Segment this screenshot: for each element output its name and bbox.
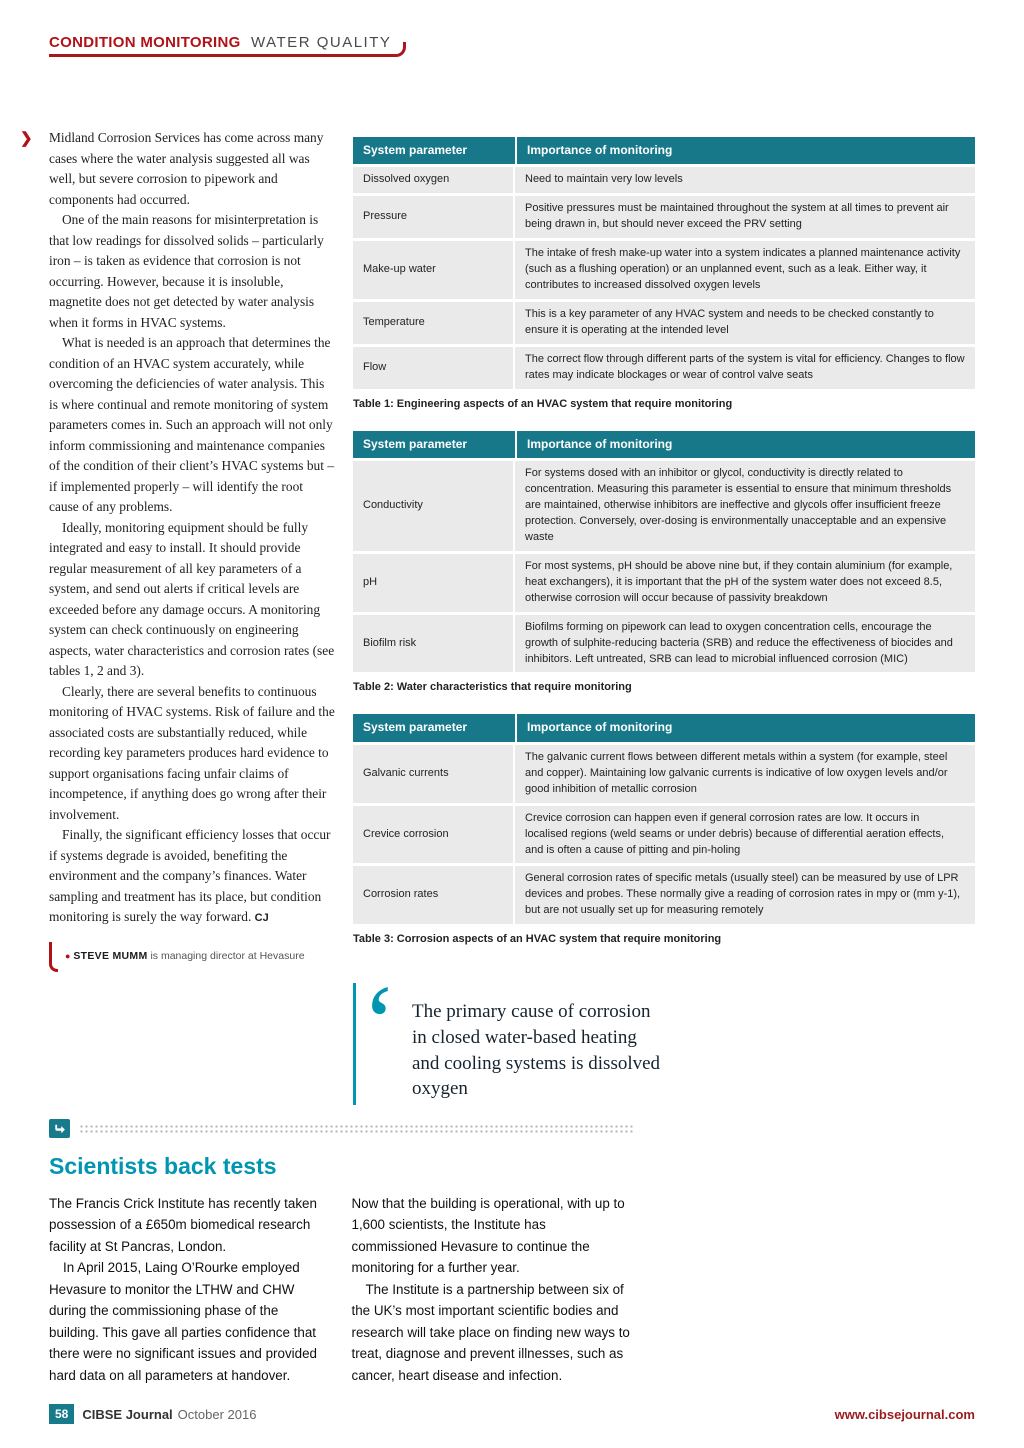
- table-row: [353, 803, 975, 864]
- table-row: [353, 344, 975, 389]
- byline-accent-bar: [49, 942, 58, 972]
- tables-column: [353, 137, 975, 966]
- byline-author-name: STEVE MUMM: [73, 950, 148, 963]
- section-arrow-icon: [49, 1119, 70, 1138]
- table-row: [353, 299, 975, 344]
- table-row: [353, 238, 975, 299]
- importance-cell: Need to maintain very low levels: [515, 164, 975, 193]
- table-header-importance: Importance of monitoring: [515, 431, 975, 458]
- parameter-cell: Pressure: [353, 193, 515, 238]
- importance-cell: The galvanic current flows between different metals within a system (for example, steel and copper). Maintaining low galvanic currents is indicative of low oxygen levels and/or good inhibition of metallic corrosion: [515, 742, 975, 803]
- author-byline: [49, 942, 335, 972]
- article-paragraph: [49, 825, 335, 928]
- table-row: [353, 164, 975, 193]
- importance-cell: For most systems, pH should be above nine but, if they contain aluminium (for example, heat exchangers), it is important that the pH of the system water does not exceed 8.5, otherwise corrosion will occur because of passivity breakdown: [515, 551, 975, 612]
- table-header-importance: Importance of monitoring: [515, 137, 975, 164]
- feature-paragraph: The Institute is a partnership between six of the UK’s most important scientific bodies and research will take place on finding new ways to treat, diagnose and prevent illnesses, such as cancer, heart disease and infection.: [351, 1281, 630, 1383]
- parameter-cell: Flow: [353, 344, 515, 389]
- continuation-chevron-icon: ❯: [20, 130, 33, 147]
- article-paragraph: Midland Corrosion Services has come across many cases where the water analysis suggested all was well, but severe corrosion to pipework and components had occurred.: [49, 130, 324, 207]
- parameter-cell: Make-up water: [353, 238, 515, 299]
- quote-mark-icon: ‘: [362, 963, 397, 1080]
- page-footer: [49, 1404, 975, 1424]
- article-paragraph: Ideally, monitoring equipment should be fully integrated and easy to install. It should provide regular measurement of all key parameters of a system, and send out alerts if critical levels are exceeded before any damage occurs. A monitoring system can check continuously on engineering aspects, water characteristics and corrosion rates (see tables 1, 2 and 3).: [49, 519, 335, 678]
- parameter-cell: Conductivity: [353, 458, 515, 551]
- byline-text: [65, 948, 305, 964]
- byline-author-role: is managing director at Hevasure: [150, 950, 305, 963]
- website-link[interactable]: www.cibsejournal.com: [834, 1406, 975, 1422]
- feature-paragraph: Now that the building is operational, with up to 1,600 scientists, the Institute has commissioned Hevasure to continue the monitoring for a further year.: [351, 1196, 625, 1276]
- parameter-cell: Temperature: [353, 299, 515, 344]
- table-caption: Table 3: Corrosion aspects of an HVAC system that require monitoring: [353, 933, 722, 946]
- article-paragraph: Clearly, there are several benefits to continuous monitoring of HVAC systems. Risk of failure and the associated costs are substantially reduced, while recording key parameters produces hard evidence to support organisations facing unfair claims of incompetence, if anything does go wrong after their involvement.: [49, 683, 335, 822]
- table-header-parameter: System parameter: [353, 714, 515, 741]
- section-title: CONDITION MONITORING: [49, 34, 241, 51]
- section-subtitle: WATER QUALITY: [251, 34, 392, 51]
- feature-paragraph: In April 2015, Laing O’Rourke employed Hevasure to monitor the LTHW and CHW during the commissioning phase of the building. This gave all parties confidence that there were no significant issues and provided hard data on all parameters at handover.: [49, 1260, 317, 1383]
- table-row: [353, 612, 975, 673]
- header-rule: [49, 42, 406, 57]
- importance-cell: The correct flow through different parts of the system is vital for efficiency. Changes to flow rates may indicate blockages or wear of control valve seats: [515, 344, 975, 389]
- parameter-cell: Biofilm risk: [353, 612, 515, 673]
- importance-cell: Biofilms forming on pipework can lead to oxygen concentration cells, encourage the growth of sulphite-reducing bacteria (SRB) and reduce the effectiveness of biocides and inhibitors. Left untreated, SRB can lead to microbial influenced corrosion (MIC): [515, 612, 975, 673]
- table-2-block: [353, 431, 975, 694]
- table-caption: Table 2: Water characteristics that require monitoring: [353, 681, 632, 694]
- parameter-cell: Crevice corrosion: [353, 803, 515, 864]
- table-row: [353, 551, 975, 612]
- table-header-parameter: System parameter: [353, 137, 515, 164]
- article-paragraph: One of the main reasons for misinterpretation is that low readings for dissolved solids – particularly iron – is taken as evidence that corrosion is not occurring. However, because it is insoluble, magnetite does not get detected by water analysis when it forms in HVAC systems.: [49, 212, 324, 330]
- table-header-importance: Importance of monitoring: [515, 714, 975, 741]
- journal-name: CIBSE Journal: [82, 1406, 173, 1422]
- pull-quote-text: The primary cause of corrosion in closed water-based heating and cooling systems is dissolved oxygen: [412, 1001, 661, 1100]
- parameter-cell: Corrosion rates: [353, 863, 515, 924]
- feature-column-right: [352, 1193, 635, 1386]
- feature-divider: [49, 1119, 634, 1138]
- parameter-cell: Galvanic currents: [353, 742, 515, 803]
- importance-cell: Crevice corrosion can happen even if general corrosion rates are low. It occurs in localised regions (weld seams or under debris) because of differential aeration effects, and is often a cause of pitting and pin-holing: [515, 803, 975, 864]
- importance-cell: This is a key parameter of any HVAC system and needs to be checked constantly to ensure it is operating at the intended level: [515, 299, 975, 344]
- table-caption: Table 1: Engineering aspects of an HVAC system that require monitoring: [353, 397, 733, 410]
- table-row: [353, 742, 975, 803]
- importance-cell: Positive pressures must be maintained throughout the system at all times to prevent air being drawn in, but should never exceed the PRV setting: [515, 193, 975, 238]
- feature-columns: [49, 1193, 634, 1386]
- table-1: [353, 137, 975, 389]
- feature-column-left: [49, 1193, 332, 1386]
- article-paragraph: What is needed is an approach that determines the condition of an HVAC system accurately, while overcoming the deficiencies of water analysis. This is where continual and remote monitoring of system parameters comes in. Such an approach will not only inform commissioning and maintenance companies of the condition of their client’s HVAC systems but – if implemented properly – will identify the root cause of any problems.: [49, 335, 335, 514]
- feature-paragraph: The Francis Crick Institute has recently taken possession of a £650m biomedical research facility at St Pancras, London.: [49, 1196, 317, 1254]
- dotted-rule: [79, 1124, 634, 1134]
- bullet-icon: ●: [65, 951, 71, 962]
- importance-cell: For systems dosed with an inhibitor or glycol, conductivity is directly related to concentration. Measuring this parameter is essential to ensure that minimum thresholds are maintained, otherwise inhibitors are ineffective and glycols offer insufficient freeze protection. Conversely, over-dosing is environmentally unacceptable and an expensive waste: [515, 458, 975, 551]
- table-row: [353, 863, 975, 924]
- feature-section: [49, 1119, 634, 1386]
- feature-heading: Scientists back tests: [49, 1153, 277, 1179]
- parameter-cell: Dissolved oxygen: [353, 164, 515, 193]
- table-row: [353, 458, 975, 551]
- table-1-block: [353, 137, 975, 410]
- table-3: [353, 714, 975, 924]
- article-body: [49, 128, 335, 972]
- table-row: [353, 193, 975, 238]
- table-header-parameter: System parameter: [353, 431, 515, 458]
- issue-date: October 2016: [177, 1406, 257, 1422]
- page-number-badge: 58: [49, 1404, 74, 1424]
- article-paragraph-text: Finally, the significant efficiency losses that occur if systems degrade is avoided, benefiting the environment and the company’s finances. Water sampling and treatment has its place, but condition monitoring is surely the way forward.: [49, 827, 331, 924]
- article-end-mark: CJ: [254, 912, 269, 924]
- parameter-cell: pH: [353, 551, 515, 612]
- table-2: [353, 431, 975, 673]
- importance-cell: The intake of fresh make-up water into a system indicates a planned maintenance activity (such as a flushing operation) or an unplanned event, such as a leak. Either way, it contributes to increased dissolved oxygen levels: [515, 238, 975, 299]
- importance-cell: General corrosion rates of specific metals (usually steel) can be measured by use of LPR devices and probes. These normally give a reading of corrosion rates in mpy or (mm y-1), but are not usually set up for measuring remotely: [515, 863, 975, 924]
- pull-quote: [353, 963, 688, 1105]
- table-3-block: [353, 714, 975, 945]
